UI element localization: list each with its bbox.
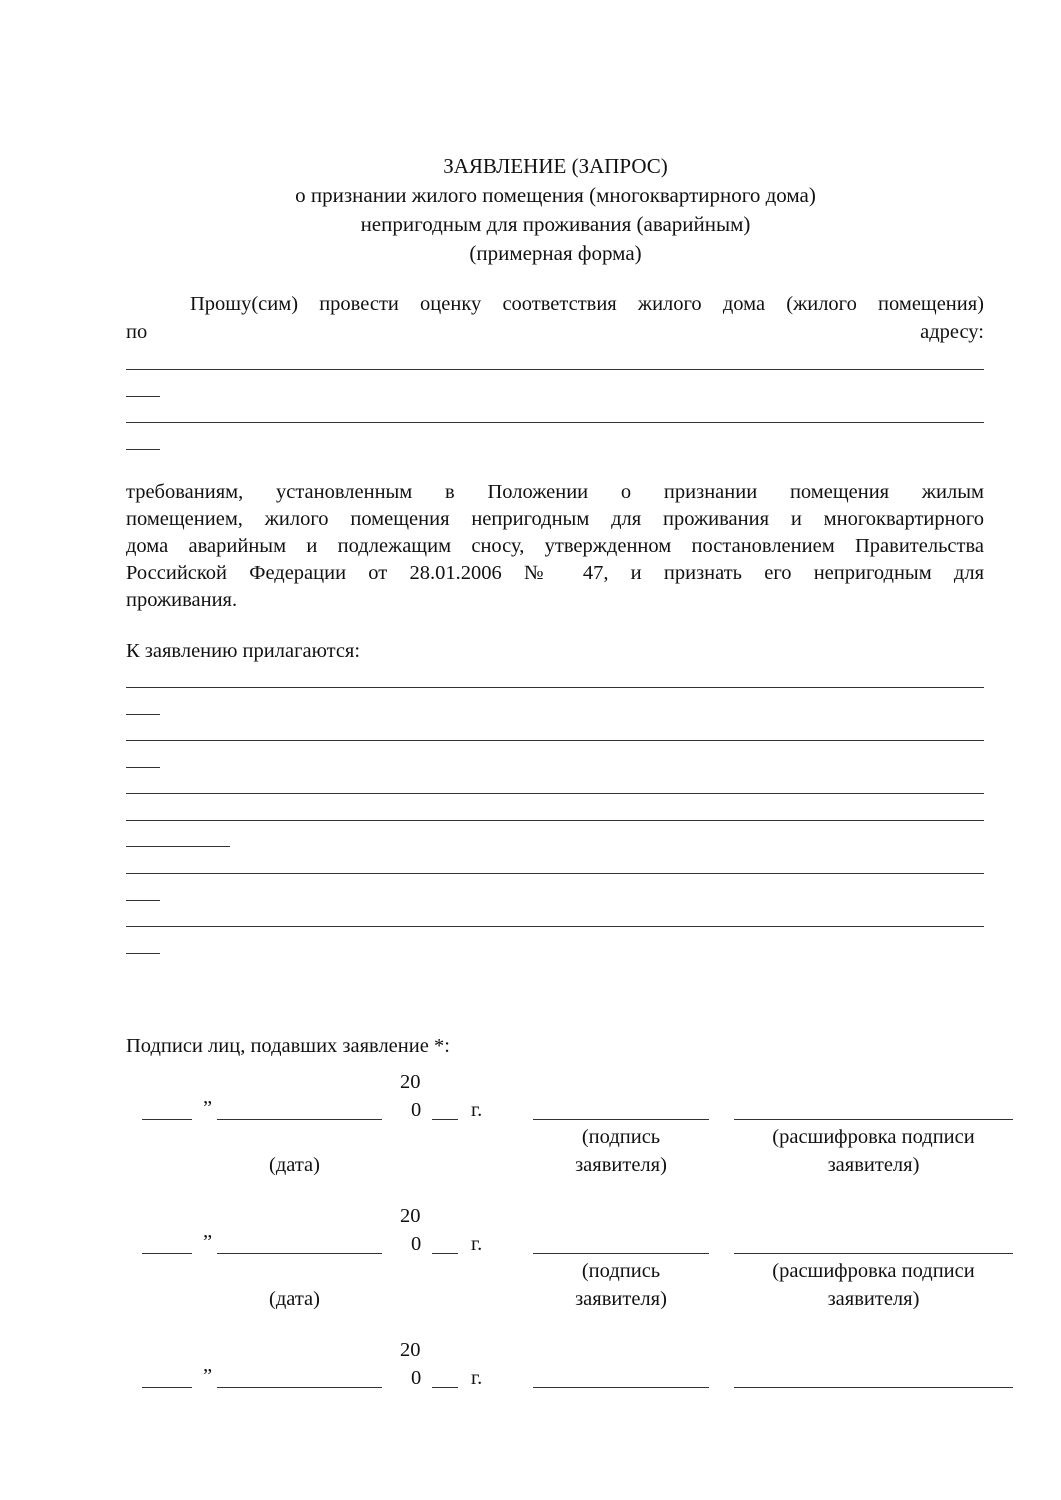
address-field-line-2[interactable] [126,422,984,423]
signature-field[interactable] [533,1387,709,1388]
year-suffix: г. [471,1367,483,1389]
closing-quote: ” [203,1097,213,1119]
date-caption: (дата) [269,1288,320,1310]
year-field[interactable] [432,1253,458,1254]
signature-decode-field[interactable] [734,1387,1013,1388]
attachment-line-1-tail[interactable] [126,714,160,715]
document-title [0,152,1061,268]
day-field[interactable] [142,1253,192,1254]
request-line-1: Прошу(сим) провести оценку соответствия жилого дома (жилого помещения) [190,293,984,315]
signature-caption-1: (подпись [581,1126,661,1148]
signature-caption-1: (подпись [581,1260,661,1282]
attachment-line-4[interactable] [126,820,984,821]
attachment-line-6-tail[interactable] [126,953,160,954]
year-prefix: 20 [400,1339,421,1361]
signature-caption-2: заявителя) [575,1288,667,1310]
attachment-line-3[interactable] [126,793,984,794]
month-field[interactable] [217,1387,382,1388]
title-line-4: (примерная форма) [469,241,642,265]
attachment-line-2[interactable] [126,740,984,741]
signature-decode-field[interactable] [734,1119,1013,1120]
year-suffix: г. [471,1233,483,1255]
attachments-label: К заявлению прилагаются: [126,640,361,662]
year-field[interactable] [432,1119,458,1120]
year-digit: 0 [411,1099,422,1121]
signature-caption-2: заявителя) [575,1154,667,1176]
year-field[interactable] [432,1387,458,1388]
request-po: по [126,321,148,343]
title-line-1: ЗАЯВЛЕНИЕ (ЗАПРОС) [443,154,668,178]
decode-caption-1: (расшифровка подписи [772,1260,975,1282]
attachment-line-5-tail[interactable] [126,900,160,901]
year-prefix: 20 [400,1071,421,1093]
year-suffix: г. [471,1099,483,1121]
signature-field[interactable] [533,1119,709,1120]
month-field[interactable] [217,1119,382,1120]
signatures-label: Подписи лиц, подавших заявление *: [126,1035,450,1057]
title-line-2: о признании жилого помещения (многоквартирного дома) [295,183,816,207]
decode-caption-1: (расшифровка подписи [772,1126,975,1148]
title-line-3: непригодным для проживания (аварийным) [360,212,751,236]
address-field-line-1[interactable] [126,369,984,370]
request-line-2 [126,322,984,343]
attachment-line-2-tail[interactable] [126,767,160,768]
closing-quote: ” [203,1365,213,1387]
year-prefix: 20 [400,1205,421,1227]
signature-decode-field[interactable] [734,1253,1013,1254]
address-field-line-1-tail[interactable] [126,396,160,397]
request-address-label: адресу: [920,321,984,343]
body-paragraph: требованиям, установленным в Положении о признании помещения жилым помещением, жилого помещения непригодным для проживания и многоквартирного дома аварийным и подлежащим сносу, утвержденном постановлением Правительства Российской Федерации от 28.01.2006 № 47, и признать его непригодным для проживания. [126,481,984,611]
closing-quote: ” [203,1231,213,1253]
day-field[interactable] [142,1387,192,1388]
year-digit: 0 [411,1367,422,1389]
address-field-line-2-tail[interactable] [126,449,160,450]
attachment-line-6[interactable] [126,926,984,927]
day-field[interactable] [142,1119,192,1120]
attachment-line-4-tail[interactable] [126,846,230,847]
decode-caption-2: заявителя) [827,1154,920,1176]
decode-caption-2: заявителя) [827,1288,920,1310]
signature-field[interactable] [533,1253,709,1254]
month-field[interactable] [217,1253,382,1254]
date-caption: (дата) [269,1154,320,1176]
attachment-line-5[interactable] [126,873,984,874]
attachment-line-1[interactable] [126,687,984,688]
year-digit: 0 [411,1233,422,1255]
